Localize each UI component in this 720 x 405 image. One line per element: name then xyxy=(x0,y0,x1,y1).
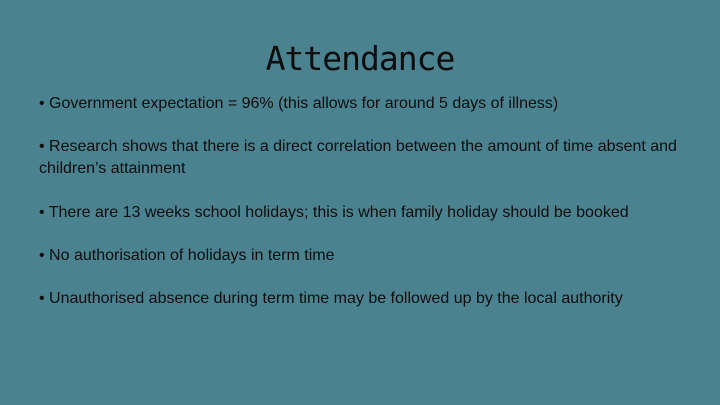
bullet-government-expectation: • Government expectation = 96% (this allows for around 5 days of illness) xyxy=(39,95,559,112)
bullet-no-authorisation: • No authorisation of holidays in term time xyxy=(39,247,335,264)
bullet-school-holidays: • There are 13 weeks school holidays; this is when family holiday should be booked xyxy=(39,204,629,221)
bullet-research-correlation: • Research shows that there is a direct correlation between the amount of time absent and children’s attainment xyxy=(39,138,677,177)
slide-title: Attendance xyxy=(265,39,455,78)
bullet-unauthorised-absence: • Unauthorised absence during term time may be followed up by the local authority xyxy=(39,290,623,307)
